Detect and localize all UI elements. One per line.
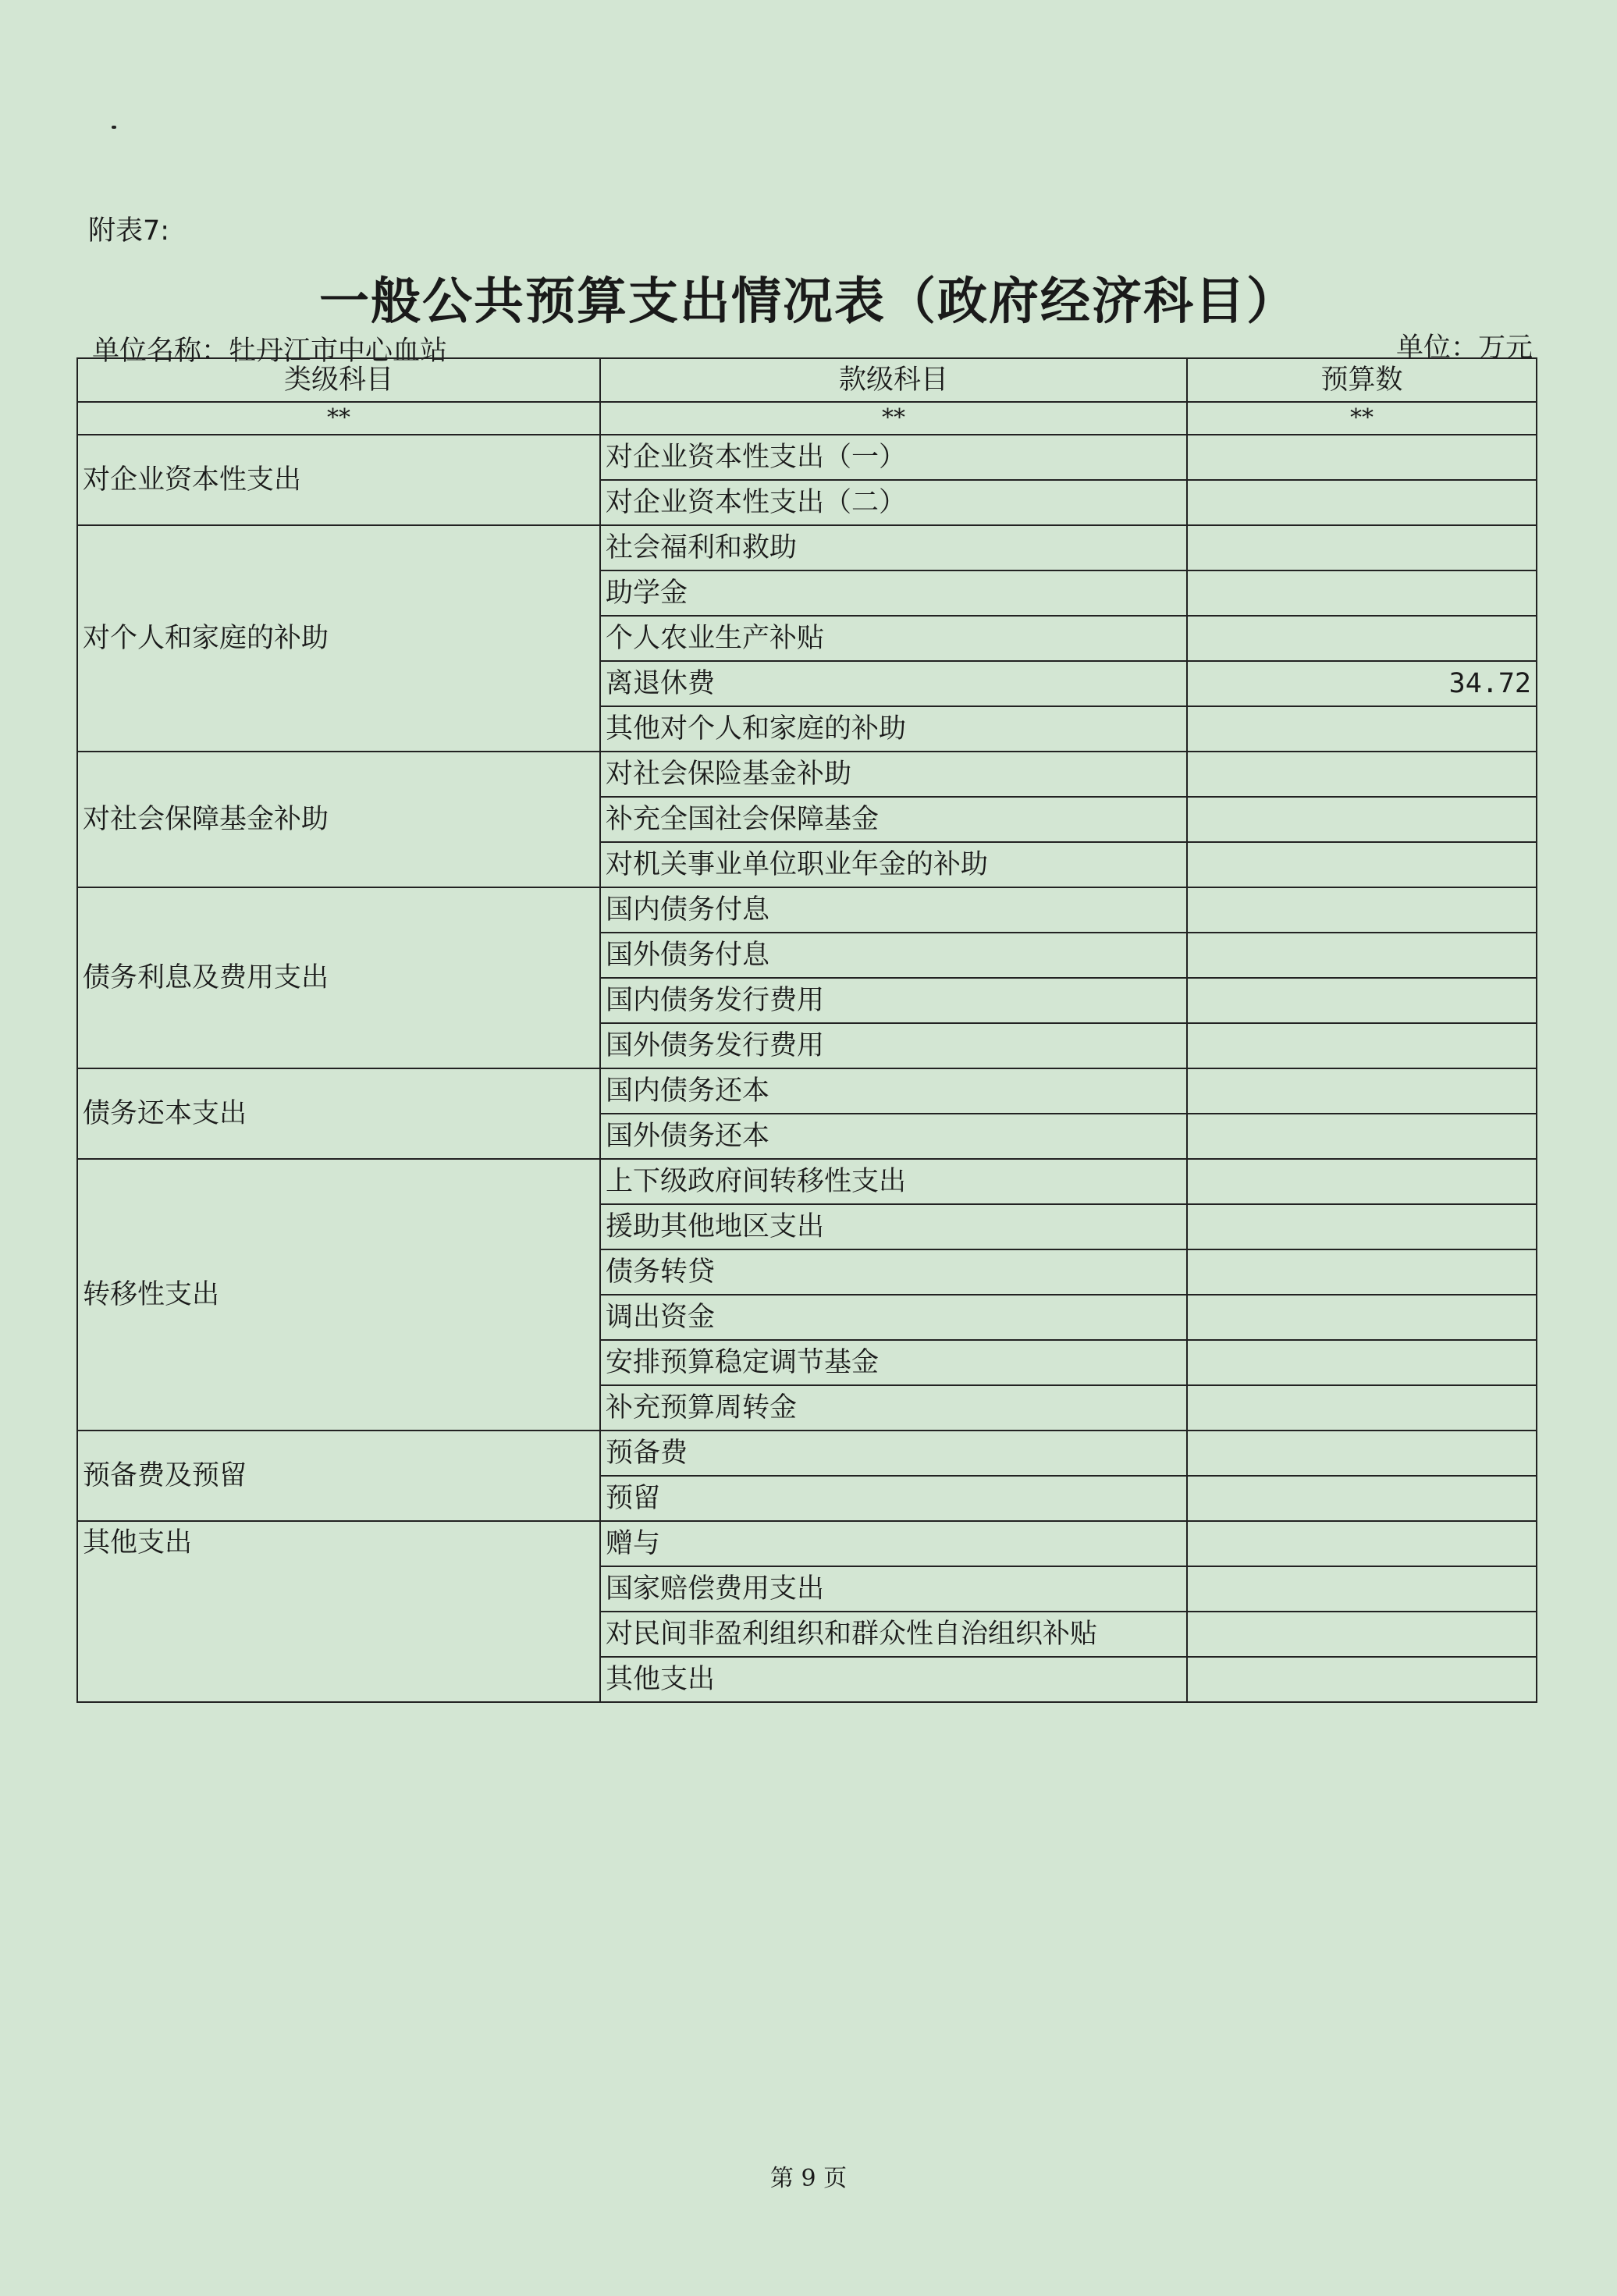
amount-cell (1187, 1204, 1537, 1249)
item-cell: 国外债务发行费用 (600, 1023, 1187, 1068)
amount-cell (1187, 706, 1537, 752)
item-cell: 个人农业生产补贴 (600, 616, 1187, 661)
amount-cell (1187, 1521, 1537, 1566)
item-cell: 对社会保险基金补助 (600, 752, 1187, 797)
budget-table-body (77, 358, 1537, 1702)
table-row (77, 435, 1537, 480)
item-cell: 国家赔偿费用支出 (600, 1566, 1187, 1612)
item-cell: 离退休费 (600, 661, 1187, 706)
table-row (77, 1431, 1537, 1476)
item-cell: 赠与 (600, 1521, 1187, 1566)
header-item: 款级科目 (600, 358, 1187, 402)
amount-cell (1187, 752, 1537, 797)
item-cell: 预备费 (600, 1431, 1187, 1476)
stars-cell: ** (77, 402, 600, 435)
amount-cell (1187, 1114, 1537, 1159)
header-row (77, 358, 1537, 402)
amount-cell: 34.72 (1187, 661, 1537, 706)
currency-unit: 单位：万元 (1395, 332, 1533, 364)
amount-cell (1187, 887, 1537, 933)
amount-cell (1187, 933, 1537, 978)
category-cell: 预备费及预留 (77, 1431, 600, 1521)
item-cell: 国外债务付息 (600, 933, 1187, 978)
amount-cell (1187, 797, 1537, 842)
amount-cell (1187, 1566, 1537, 1612)
item-cell: 债务转贷 (600, 1249, 1187, 1295)
category-cell: 对个人和家庭的补助 (77, 525, 600, 752)
item-cell: 对企业资本性支出（一） (600, 435, 1187, 480)
amount-cell (1187, 570, 1537, 616)
item-cell: 对企业资本性支出（二） (600, 480, 1187, 525)
item-cell: 社会福利和救助 (600, 525, 1187, 570)
category-cell: 对社会保障基金补助 (77, 752, 600, 887)
category-cell: 债务利息及费用支出 (77, 887, 600, 1068)
stars-cell: ** (1187, 402, 1537, 435)
item-cell: 安排预算稳定调节基金 (600, 1340, 1187, 1385)
header-amount: 预算数 (1187, 358, 1537, 402)
category-cell: 对企业资本性支出 (77, 435, 600, 525)
category-cell: 其他支出 (77, 1521, 600, 1702)
table-row (77, 525, 1537, 570)
page-number: 第 9 页 (769, 2165, 848, 2192)
stars-row (77, 402, 1537, 435)
amount-cell (1187, 616, 1537, 661)
item-cell: 对机关事业单位职业年金的补助 (600, 842, 1187, 887)
amount-cell (1187, 1023, 1537, 1068)
item-cell: 援助其他地区支出 (600, 1204, 1187, 1249)
amount-cell (1187, 978, 1537, 1023)
amount-cell (1187, 435, 1537, 480)
item-cell: 其他对个人和家庭的补助 (600, 706, 1187, 752)
amount-cell (1187, 480, 1537, 525)
amount-cell (1187, 842, 1537, 887)
item-cell: 调出资金 (600, 1295, 1187, 1340)
item-cell: 国外债务还本 (600, 1114, 1187, 1159)
amount-cell (1187, 1657, 1537, 1702)
amount-cell (1187, 1295, 1537, 1340)
item-cell: 国内债务还本 (600, 1068, 1187, 1114)
amount-cell (1187, 1612, 1537, 1657)
amount-cell (1187, 1340, 1537, 1385)
table-row (77, 1521, 1537, 1566)
amount-cell (1187, 1249, 1537, 1295)
table-row (77, 1068, 1537, 1114)
category-cell: 转移性支出 (77, 1159, 600, 1431)
unit-name: 单位名称：牡丹江市中心血站 (92, 336, 448, 367)
item-cell: 助学金 (600, 570, 1187, 616)
amount-cell (1187, 1476, 1537, 1521)
stars-cell: ** (600, 402, 1187, 435)
item-cell: 预留 (600, 1476, 1187, 1521)
table-row (77, 752, 1537, 797)
item-cell: 补充预算周转金 (600, 1385, 1187, 1431)
appendix-label: 附表7: (88, 215, 170, 247)
item-cell: 国内债务付息 (600, 887, 1187, 933)
item-cell: 国内债务发行费用 (600, 978, 1187, 1023)
table-row (77, 1159, 1537, 1204)
amount-cell (1187, 1431, 1537, 1476)
item-cell: 补充全国社会保障基金 (600, 797, 1187, 842)
amount-cell (1187, 1068, 1537, 1114)
item-cell: 上下级政府间转移性支出 (600, 1159, 1187, 1204)
item-cell: 其他支出 (600, 1657, 1187, 1702)
table-row (77, 887, 1537, 933)
amount-cell (1187, 1159, 1537, 1204)
amount-cell (1187, 1385, 1537, 1431)
page-title: 一般公共预算支出情况表（政府经济科目） (319, 273, 1298, 331)
header-category: 类级科目 (77, 358, 600, 402)
amount-cell (1187, 525, 1537, 570)
scan-mark (112, 126, 116, 129)
budget-table (76, 357, 1537, 1703)
item-cell: 对民间非盈利组织和群众性自治组织补贴 (600, 1612, 1187, 1657)
category-cell: 债务还本支出 (77, 1068, 600, 1159)
